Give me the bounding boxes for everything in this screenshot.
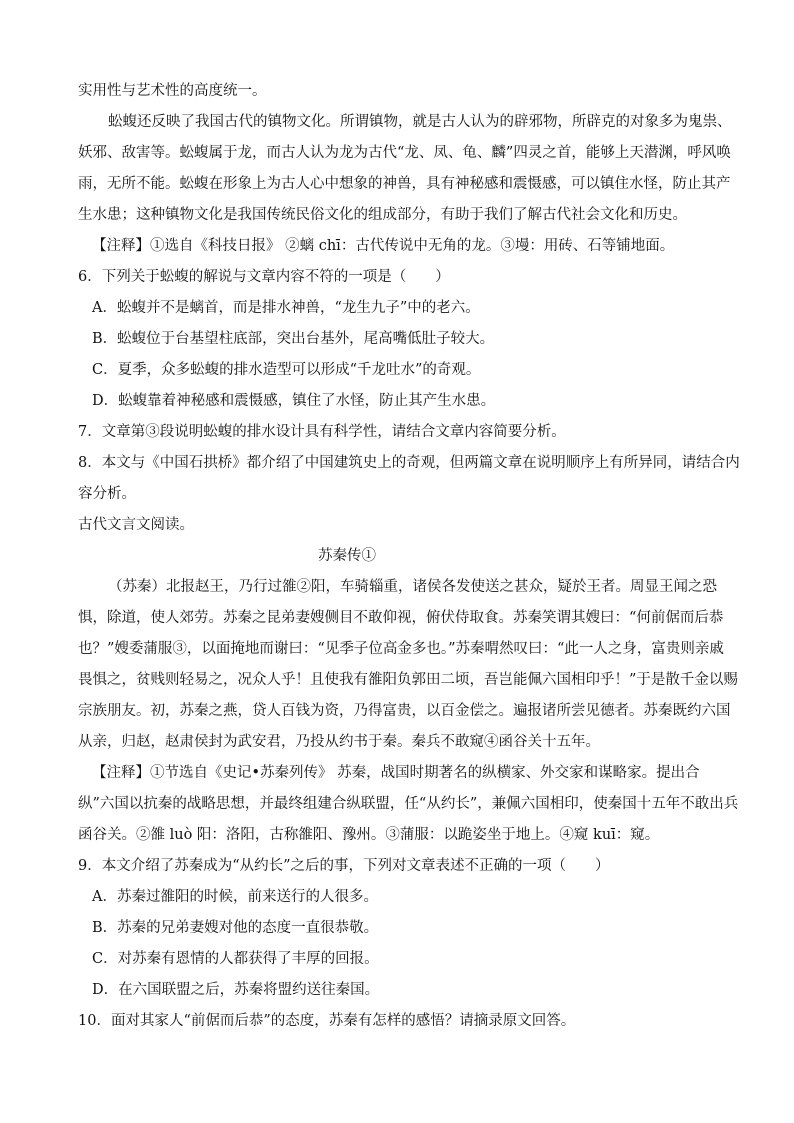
passage2-note-line-3: 函谷关。②雒 luò 阳：洛阳，古称雒阳、豫州。③蒲服：以跪姿坐于地上。④窥 kuī：窥。 xyxy=(78,827,660,843)
question-6-option-b: B．蚣蝮位于台基望柱底部，突出台基外，尾高嘴低肚子较大。 xyxy=(92,331,495,347)
passage2-note-line-2: 纵”六国以抗秦的战略思想，并最终组建合纵联盟，任“从约长”，兼佩六国相印，使秦国十五年不敢出兵 xyxy=(78,796,739,812)
question-10: 10．面对其家人“前倨而后恭”的态度，苏秦有怎样的感悟？请摘录原文回答。 xyxy=(78,1013,576,1029)
question-9-option-d: D．在六国联盟之后，苏秦将盟约送往秦国。 xyxy=(92,982,380,998)
passage2-line-4: 畏惧之，贫贱则轻易之，况众人乎！且使我有雒阳负郭田二顷，吾岂能佩六国相印乎！”于是散千金以赐 xyxy=(78,672,738,688)
question-9-stem: 9．本文介绍了苏秦成为“从约长”之后的事，下列对文章表述不正确的一项（ ） xyxy=(78,858,610,874)
passage1-line-5: 生水患；这种镇物文化是我国传统民俗文化的组成部分，有助于我们了解古代社会文化和历史。 xyxy=(78,207,687,223)
passage1-line-1: 实用性与艺术性的高度统一。 xyxy=(78,83,267,99)
passage2-title: 苏秦传① xyxy=(318,548,376,564)
question-6-stem: 6．下列关于蚣蝮的解说与文章内容不符的一项是（ ） xyxy=(78,269,450,285)
passage2-line-6: 从亲，归赵，赵肃侯封为武安君，乃投从约书于秦。秦兵不敢窥④函谷关十五年。 xyxy=(78,734,600,750)
passage1-note: 【注释】①选自《科技日报》 ②螭 chī：古代传说中无角的龙。③墁：用砖、石等铺地面。 xyxy=(92,238,675,254)
passage2-line-3: 也？”嫂委蒲服③，以面掩地而谢曰：“见季子位高金多也。”苏秦喟然叹曰：“此一人之身，富贵则亲戚 xyxy=(78,641,724,657)
passage2-line-1: （苏秦）北报赵王，乃行过雒②阳，车骑辎重，诸侯各发使送之甚众，疑於王者。周显王闻之恐 xyxy=(108,579,717,595)
passage1-line-3: 妖邪、敌害等。蚣蝮属于龙，而古人认为龙为古代“龙、凤、龟、麟”四灵之首，能够上天潜渊，呼风唤 xyxy=(78,145,731,161)
question-6-option-c: C．夏季，众多蚣蝮的排水造型可以形成“千龙吐水”的奇观。 xyxy=(92,362,481,378)
passage2-line-5: 宗族朋友。初，苏秦之燕，贷人百钱为资，乃得富贵，以百金偿之。遍报诸所尝见德者。苏秦既约六国 xyxy=(78,703,731,719)
section-label: 古代文言文阅读。 xyxy=(78,517,194,533)
question-6-option-a: A．蚣蝮并不是螭首，而是排水神兽，“龙生九子”中的老六。 xyxy=(92,300,480,316)
passage2-note-line-1: 【注释】①节选自《史记•苏秦列传》 苏秦，战国时期著名的纵横家、外交家和谋略家。提出合 xyxy=(92,765,700,781)
question-6-option-d: D．蚣蝮靠着神秘感和震慑感，镇住了水怪，防止其产生水患。 xyxy=(92,393,496,409)
question-8-line-1: 8．本文与《中国石拱桥》都介绍了中国建筑史上的奇观，但两篇文章在说明顺序上有所异同，请结合内 xyxy=(78,455,740,471)
question-9-option-c: C．对苏秦有恩情的人都获得了丰厚的回报。 xyxy=(92,951,379,967)
question-9-option-a: A．苏秦过雒阳的时候，前来送行的人很多。 xyxy=(92,889,378,905)
question-7: 7．文章第③段说明蚣蝮的排水设计具有科学性，请结合文章内容简要分析。 xyxy=(78,424,566,440)
question-9-option-b: B．苏秦的兄弟妻嫂对他的态度一直很恭敬。 xyxy=(92,920,379,936)
question-8-line-2: 容分析。 xyxy=(78,486,136,502)
document-content xyxy=(78,76,750,1037)
passage1-line-4: 雨，无所不能。蚣蝮在形象上为古人心中想象的神兽，具有神秘感和震慑感，可以镇住水怪，防止其产 xyxy=(78,176,731,192)
passage1-line-2: 蚣蝮还反映了我国古代的镇物文化。所谓镇物，就是古人认为的辟邪物，所辟克的对象多为鬼祟、 xyxy=(108,114,732,130)
passage2-line-2: 惧，除道，使人郊劳。苏秦之昆弟妻嫂侧目不敢仰视，俯伏侍取食。苏秦笑谓其嫂曰：“何前倨而后恭 xyxy=(78,610,724,626)
